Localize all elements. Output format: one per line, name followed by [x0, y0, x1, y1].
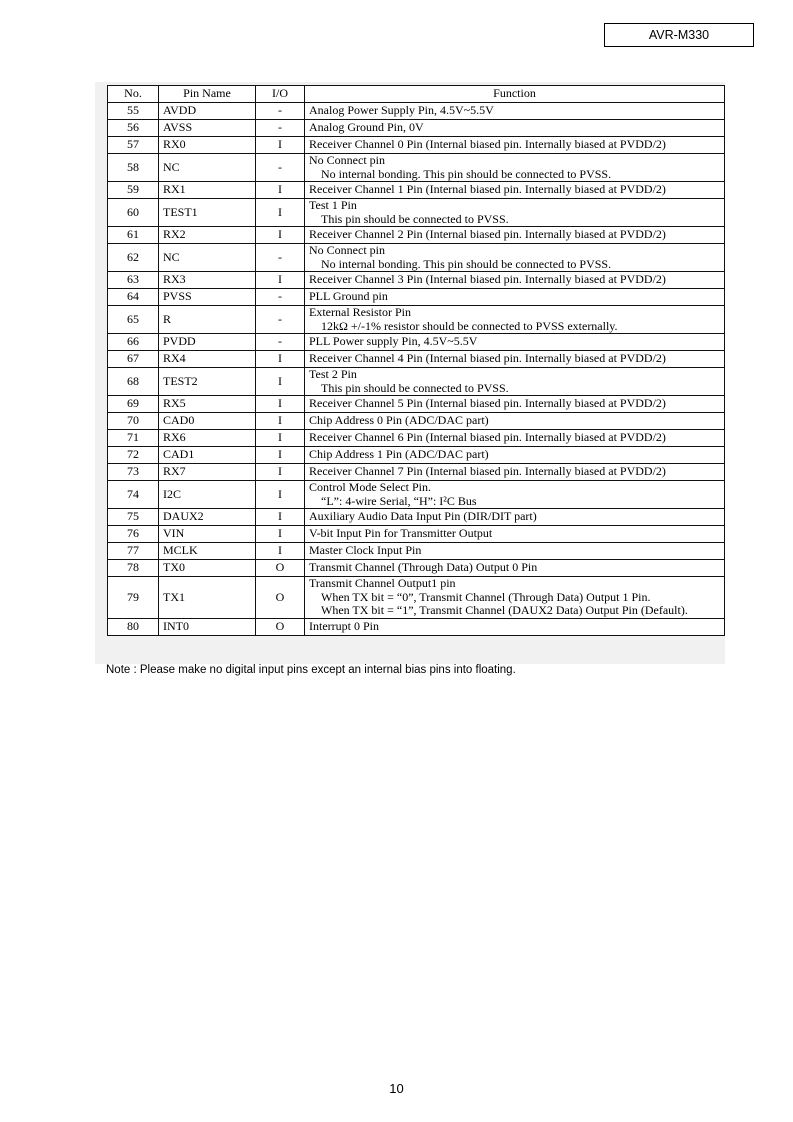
function-line: Receiver Channel 6 Pin (Internal biased pin. Internally biased at PVDD/2)	[309, 430, 666, 445]
pin-function-table	[107, 85, 725, 636]
table-row	[108, 509, 725, 526]
function-line: Receiver Channel 0 Pin (Internal biased pin. Internally biased at PVDD/2)	[309, 137, 666, 152]
pin-io: -	[256, 154, 305, 182]
pin-name: CAD1	[159, 447, 256, 464]
pin-io: I	[256, 447, 305, 464]
pin-io: I	[256, 396, 305, 413]
function-line: Analog Power Supply Pin, 4.5V~5.5V	[309, 103, 494, 118]
pin-function	[305, 154, 725, 182]
pin-name: I2C	[159, 481, 256, 509]
pin-name: DAUX2	[159, 509, 256, 526]
pin-io: O	[256, 577, 305, 619]
pin-io: -	[256, 120, 305, 137]
table-row	[108, 618, 725, 635]
pin-name: INT0	[159, 618, 256, 635]
function-line: Chip Address 1 Pin (ADC/DAC part)	[309, 447, 489, 462]
function-line: Master Clock Input Pin	[309, 543, 422, 558]
pin-name: R	[159, 306, 256, 334]
pin-number: 70	[108, 413, 159, 430]
pin-number: 77	[108, 543, 159, 560]
pin-name: TEST2	[159, 368, 256, 396]
pin-function	[305, 430, 725, 447]
function-line: PLL Ground pin	[309, 289, 388, 304]
pin-name: PVSS	[159, 289, 256, 306]
function-detail-line: When TX bit = “0”, Transmit Channel (Through Data) Output 1 Pin.	[321, 589, 651, 604]
table-row	[108, 481, 725, 509]
pin-io: I	[256, 137, 305, 154]
pin-name: NC	[159, 244, 256, 272]
pin-io: I	[256, 481, 305, 509]
pin-function	[305, 289, 725, 306]
pin-io: I	[256, 227, 305, 244]
table-row	[108, 334, 725, 351]
function-line: V-bit Input Pin for Transmitter Output	[309, 526, 493, 541]
function-line: Receiver Channel 2 Pin (Internal biased pin. Internally biased at PVDD/2)	[309, 227, 666, 242]
pin-number: 60	[108, 199, 159, 227]
page-number: 10	[389, 1081, 404, 1096]
table-row	[108, 351, 725, 368]
table-row	[108, 526, 725, 543]
function-line: Receiver Channel 1 Pin (Internal biased pin. Internally biased at PVDD/2)	[309, 182, 666, 197]
pin-name: RX6	[159, 430, 256, 447]
pin-function	[305, 577, 725, 619]
pin-number: 56	[108, 120, 159, 137]
function-line: Analog Ground Pin, 0V	[309, 120, 424, 135]
function-line: Control Mode Select Pin.	[309, 480, 431, 494]
pin-name: PVDD	[159, 334, 256, 351]
pin-io: I	[256, 351, 305, 368]
pin-name: NC	[159, 154, 256, 182]
pin-io: -	[256, 244, 305, 272]
pin-function	[305, 103, 725, 120]
pin-number: 62	[108, 244, 159, 272]
pin-name: AVSS	[159, 120, 256, 137]
function-detail-line: 12kΩ +/-1% resistor should be connected to PVSS externally.	[321, 318, 618, 333]
table-row	[108, 182, 725, 199]
function-line: Test 2 Pin	[309, 367, 357, 381]
pin-name: MCLK	[159, 543, 256, 560]
pin-io: -	[256, 103, 305, 120]
table-row	[108, 227, 725, 244]
header-no: No.	[108, 86, 159, 103]
function-detail-line: No internal bonding. This pin should be connected to PVSS.	[321, 166, 612, 181]
pin-function	[305, 199, 725, 227]
pin-io: I	[256, 413, 305, 430]
pin-io: I	[256, 199, 305, 227]
table-row	[108, 244, 725, 272]
pin-name: VIN	[159, 526, 256, 543]
pin-function	[305, 509, 725, 526]
pin-number: 59	[108, 182, 159, 199]
pin-function	[305, 334, 725, 351]
function-line: Receiver Channel 4 Pin (Internal biased pin. Internally biased at PVDD/2)	[309, 351, 666, 366]
table-row	[108, 560, 725, 577]
function-line: Chip Address 0 Pin (ADC/DAC part)	[309, 413, 489, 428]
pin-number: 63	[108, 272, 159, 289]
function-line: Transmit Channel (Through Data) Output 0 Pin	[309, 560, 538, 575]
pin-number: 68	[108, 368, 159, 396]
pin-io: -	[256, 334, 305, 351]
table-row	[108, 368, 725, 396]
model-number-box: AVR-M330	[604, 23, 754, 47]
pin-io: -	[256, 306, 305, 334]
function-line: Transmit Channel Output1 pin	[309, 576, 456, 590]
table-row	[108, 447, 725, 464]
table-body	[108, 103, 725, 636]
function-detail-line: This pin should be connected to PVSS.	[321, 380, 509, 395]
table-row	[108, 577, 725, 619]
function-detail-line: No internal bonding. This pin should be connected to PVSS.	[321, 256, 612, 271]
table-row	[108, 413, 725, 430]
pin-number: 71	[108, 430, 159, 447]
function-line: Test 1 Pin	[309, 198, 357, 212]
pin-number: 69	[108, 396, 159, 413]
header-io: I/O	[256, 86, 305, 103]
pin-number: 78	[108, 560, 159, 577]
pin-name: RX0	[159, 137, 256, 154]
pin-name: RX2	[159, 227, 256, 244]
pin-io: I	[256, 182, 305, 199]
table-row	[108, 120, 725, 137]
function-line: PLL Power supply Pin, 4.5V~5.5V	[309, 334, 478, 349]
pin-name: RX3	[159, 272, 256, 289]
pin-function	[305, 618, 725, 635]
pin-name: RX5	[159, 396, 256, 413]
table-row	[108, 154, 725, 182]
pin-function	[305, 272, 725, 289]
pin-io: I	[256, 543, 305, 560]
pin-function	[305, 396, 725, 413]
pin-number: 79	[108, 577, 159, 619]
function-line: Receiver Channel 7 Pin (Internal biased pin. Internally biased at PVDD/2)	[309, 464, 666, 479]
pin-name: RX7	[159, 464, 256, 481]
function-line: Interrupt 0 Pin	[309, 618, 379, 633]
table-header-row	[108, 86, 725, 103]
pin-number: 67	[108, 351, 159, 368]
pin-number: 65	[108, 306, 159, 334]
pin-function	[305, 543, 725, 560]
pin-name: TEST1	[159, 199, 256, 227]
pin-function	[305, 351, 725, 368]
pin-number: 57	[108, 137, 159, 154]
table-row	[108, 396, 725, 413]
function-detail-line: When TX bit = “1”, Transmit Channel (DAUX2 Data) Output Pin (Default).	[321, 603, 688, 617]
pin-function	[305, 447, 725, 464]
function-detail-line: “L”: 4-wire Serial, “H”: I²C Bus	[321, 493, 477, 508]
header-function: Function	[305, 86, 725, 103]
table-row	[108, 464, 725, 481]
function-line: No Connect pin	[309, 243, 385, 257]
pin-function	[305, 560, 725, 577]
pin-number: 80	[108, 618, 159, 635]
pin-number: 64	[108, 289, 159, 306]
pin-function	[305, 306, 725, 334]
pin-name: TX0	[159, 560, 256, 577]
pin-io: I	[256, 509, 305, 526]
pin-name: CAD0	[159, 413, 256, 430]
pin-name: TX1	[159, 577, 256, 619]
pin-io: I	[256, 272, 305, 289]
function-line: Receiver Channel 3 Pin (Internal biased pin. Internally biased at PVDD/2)	[309, 272, 666, 287]
pin-function	[305, 182, 725, 199]
pin-function	[305, 413, 725, 430]
pin-io: I	[256, 526, 305, 543]
table-row	[108, 289, 725, 306]
pin-number: 75	[108, 509, 159, 526]
table-row	[108, 137, 725, 154]
pin-function	[305, 481, 725, 509]
pin-function	[305, 244, 725, 272]
function-line: No Connect pin	[309, 153, 385, 167]
function-line: External Resistor Pin	[309, 305, 411, 319]
pin-number: 61	[108, 227, 159, 244]
function-line: Receiver Channel 5 Pin (Internal biased pin. Internally biased at PVDD/2)	[309, 396, 666, 411]
pin-function	[305, 526, 725, 543]
pin-io: -	[256, 289, 305, 306]
pin-function	[305, 227, 725, 244]
pin-number: 73	[108, 464, 159, 481]
header-pin-name: Pin Name	[159, 86, 256, 103]
pin-io: I	[256, 430, 305, 447]
pin-number: 72	[108, 447, 159, 464]
pin-number: 55	[108, 103, 159, 120]
pin-function	[305, 137, 725, 154]
table-row	[108, 199, 725, 227]
table-row	[108, 306, 725, 334]
function-line: Auxiliary Audio Data Input Pin (DIR/DIT part)	[309, 509, 537, 524]
pin-io: I	[256, 464, 305, 481]
table-row	[108, 430, 725, 447]
function-detail-line: This pin should be connected to PVSS.	[321, 211, 509, 226]
footnote: Note : Please make no digital input pins except an internal bias pins into floating.	[106, 664, 516, 676]
pin-number: 76	[108, 526, 159, 543]
table-row	[108, 543, 725, 560]
pin-name: RX1	[159, 182, 256, 199]
pin-name: RX4	[159, 351, 256, 368]
pin-number: 58	[108, 154, 159, 182]
pin-name: AVDD	[159, 103, 256, 120]
pin-io: I	[256, 368, 305, 396]
pin-function	[305, 464, 725, 481]
pin-io: O	[256, 560, 305, 577]
pin-number: 66	[108, 334, 159, 351]
pin-function	[305, 368, 725, 396]
table-row	[108, 103, 725, 120]
pin-function	[305, 120, 725, 137]
pin-number: 74	[108, 481, 159, 509]
table-row	[108, 272, 725, 289]
pin-io: O	[256, 618, 305, 635]
